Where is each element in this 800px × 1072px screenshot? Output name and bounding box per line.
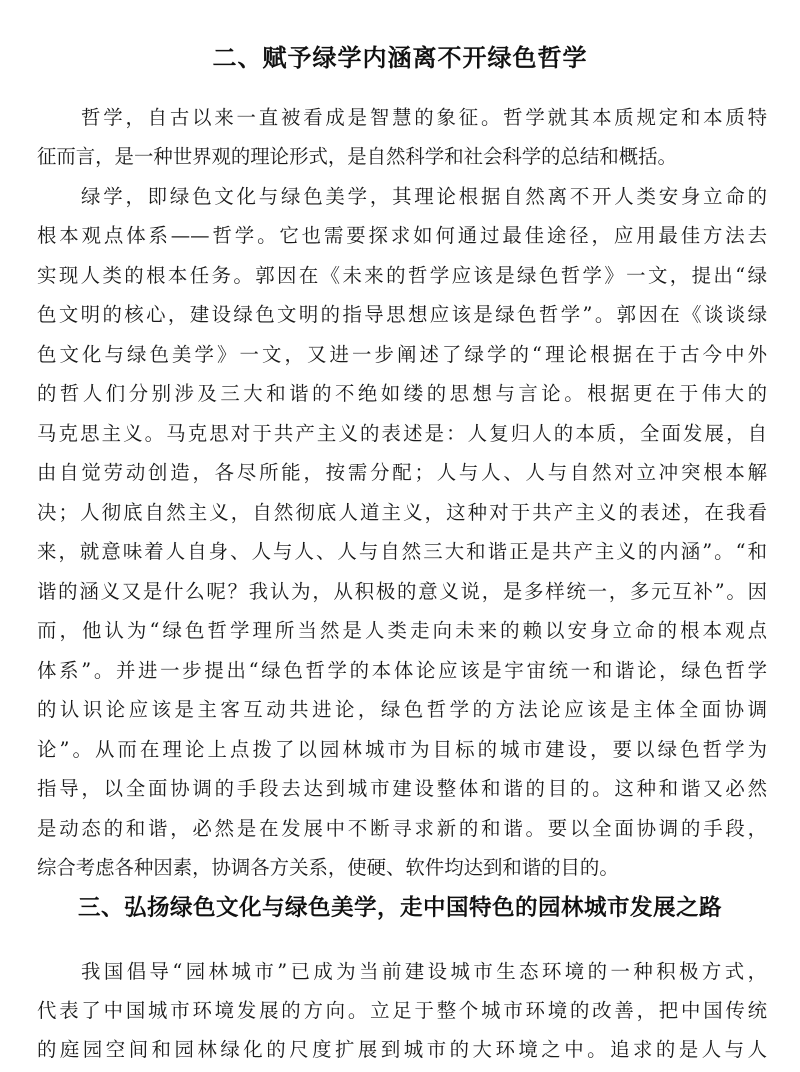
paragraph-line: 绿学，即绿色文化与绿色美学，其理论根据自然离不开人类安身立命的 xyxy=(81,185,767,208)
paragraph-line: 实现人类的根本任务。郭因在《未来的哲学应该是绿色哲学》一文，提出“绿 xyxy=(37,264,767,287)
paragraph-line: 的认识论应该是主客互动共进论，绿色哲学的方法论应该是主体全面协调 xyxy=(37,698,767,721)
paragraph-line: 决；人彻底自然主义，自然彻底人道主义，这种对于共产主义的表述，在我看 xyxy=(37,501,767,524)
section-3-heading: 三、弘扬绿色文化与绿色美学，走中国特色的园林城市发展之路 xyxy=(77,895,722,921)
paragraph-line: 论”。从而在理论上点拨了以园林城市为目标的城市建设，要以绿色哲学为 xyxy=(37,738,767,761)
paragraph-line: 我国倡导“园林城市”已成为当前建设城市生态环境的一种积极方式， xyxy=(81,960,767,983)
paragraph-line: 根本观点体系——哲学。它也需要探求如何通过最佳途径，应用最佳方法去 xyxy=(37,224,767,247)
paragraph-line: 的哲人们分别涉及三大和谐的不绝如缕的思想与言论。根据更在于伟大的 xyxy=(37,382,767,405)
paragraph-line: 是动态的和谐，必然是在发展中不断寻求新的和谐。要以全面协调的手段， xyxy=(37,817,767,840)
paragraph-line: 代表了中国城市环境发展的方向。立足于整个城市环境的改善，把中国传统 xyxy=(37,999,767,1022)
paragraph-line: 色文化与绿色美学》一文，又进一步阐述了绿学的“理论根据在于古今中外 xyxy=(37,343,767,366)
paragraph-line: 来，就意味着人自身、人与人、人与自然三大和谐正是共产主义的内涵”。“和 xyxy=(37,540,767,563)
paragraph-line: 色文明的核心，建设绿色文明的指导思想应该是绿色哲学”。郭因在《谈谈绿 xyxy=(37,303,767,326)
paragraph-line: 指导，以全面协调的手段去达到城市建设整体和谐的目的。这种和谐又必然 xyxy=(37,777,767,800)
paragraph-line: 哲学，自古以来一直被看成是智慧的象征。哲学就其本质规定和本质特 xyxy=(81,106,767,129)
paragraph-line: 谐的涵义又是什么呢？我认为，从积极的意义说，是多样统一，多元互补”。因 xyxy=(37,580,767,603)
paragraph-line: 体系”。并进一步提出“绿色哲学的本体论应该是宇宙统一和谐论，绿色哲学 xyxy=(37,659,767,682)
paragraph-line: 由自觉劳动创造，各尽所能，按需分配；人与人、人与自然对立冲突根本解 xyxy=(37,461,767,484)
paragraph-line: 马克思主义。马克思对于共产主义的表述是：人复归人的本质，全面发展，自 xyxy=(37,422,767,445)
paragraph-line: 的庭园空间和园林绿化的尺度扩展到城市的大环境之中。追求的是人与人 xyxy=(37,1038,767,1061)
paragraph-line: 征而言，是一种世界观的理论形式，是自然科学和社会科学的总结和概括。 xyxy=(37,145,677,168)
paragraph-line: 而，他认为“绿色哲学理所当然是人类走向未来的赖以安身立命的根本观点 xyxy=(37,619,767,642)
paragraph-line: 综合考虑各种因素，协调各方关系，使硬、软件均达到和谐的目的。 xyxy=(37,856,619,879)
section-2-heading: 二、赋予绿学内涵离不开绿色哲学 xyxy=(212,44,588,72)
